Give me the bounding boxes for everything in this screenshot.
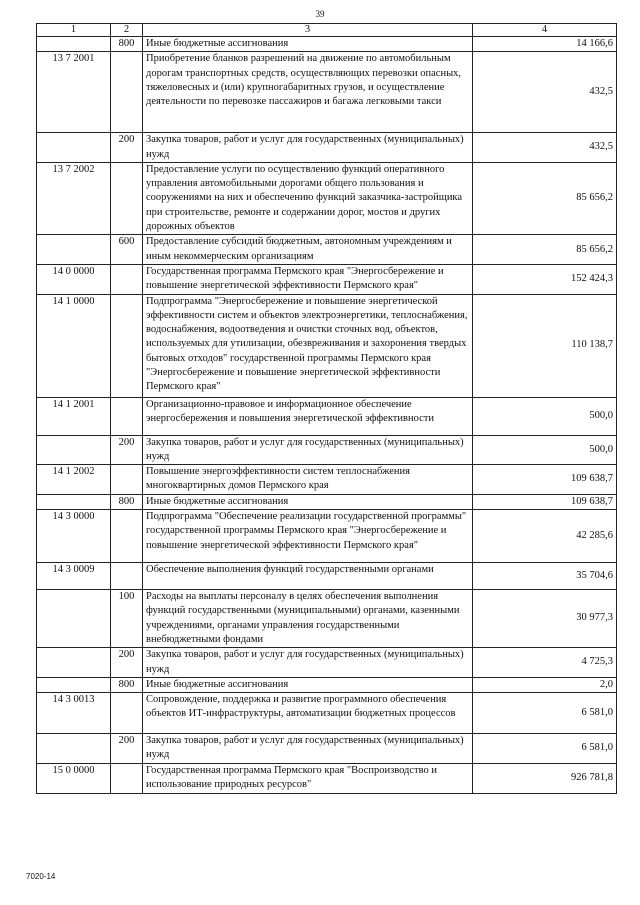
row-amount: 109 638,7	[473, 465, 617, 495]
header-col-2: 2	[111, 24, 143, 37]
row-expense-type	[111, 510, 143, 563]
table-row	[37, 294, 617, 397]
row-amount: 432,5	[473, 133, 617, 163]
table-row	[37, 397, 617, 435]
row-code: 15 0 0000	[37, 763, 111, 793]
table-row	[37, 763, 617, 793]
row-description: Иные бюджетные ассигнования	[143, 677, 473, 692]
row-expense-type	[111, 264, 143, 294]
row-code: 14 1 2001	[37, 397, 111, 435]
row-amount: 2,0	[473, 677, 617, 692]
row-amount: 30 977,3	[473, 590, 617, 648]
row-expense-type: 200	[111, 648, 143, 678]
row-code: 14 0 0000	[37, 264, 111, 294]
row-amount: 6 581,0	[473, 734, 617, 764]
row-expense-type	[111, 563, 143, 590]
row-description: Иные бюджетные ассигнования	[143, 37, 473, 52]
row-amount: 4 725,3	[473, 648, 617, 678]
table-row	[37, 590, 617, 648]
row-code	[37, 37, 111, 52]
table-row	[37, 52, 617, 133]
row-expense-type	[111, 397, 143, 435]
row-code	[37, 235, 111, 265]
row-amount: 432,5	[473, 52, 617, 133]
row-amount: 500,0	[473, 397, 617, 435]
row-expense-type: 800	[111, 677, 143, 692]
row-expense-type: 600	[111, 235, 143, 265]
row-expense-type	[111, 763, 143, 793]
row-expense-type: 200	[111, 133, 143, 163]
row-code: 14 3 0000	[37, 510, 111, 563]
footer-code: 7020-14	[26, 872, 56, 881]
row-amount: 6 581,0	[473, 693, 617, 734]
table-header	[37, 24, 617, 37]
table-row	[37, 37, 617, 52]
row-code: 14 3 0009	[37, 563, 111, 590]
header-col-3: 3	[143, 24, 473, 37]
table-row	[37, 648, 617, 678]
row-description: Закупка товаров, работ и услуг для государственных (муниципальных) нужд	[143, 435, 473, 465]
table-row	[37, 510, 617, 563]
row-amount: 500,0	[473, 435, 617, 465]
row-expense-type	[111, 693, 143, 734]
page-number: 39	[315, 9, 325, 19]
table-row	[37, 162, 617, 234]
row-code: 13 7 2002	[37, 162, 111, 234]
row-expense-type: 800	[111, 37, 143, 52]
row-description: Расходы на выплаты персоналу в целях обеспечения выполнения функций государственными (муниципальными) органами, казенными учреждениями, органами управления государственными внебюджетными фондами	[143, 590, 473, 648]
row-amount: 926 781,8	[473, 763, 617, 793]
row-expense-type: 100	[111, 590, 143, 648]
row-expense-type	[111, 162, 143, 234]
table-row	[37, 465, 617, 495]
table-row	[37, 435, 617, 465]
table-row	[37, 563, 617, 590]
row-expense-type: 200	[111, 734, 143, 764]
table-row	[37, 494, 617, 509]
row-amount: 35 704,6	[473, 563, 617, 590]
header-col-1: 1	[37, 24, 111, 37]
row-code	[37, 734, 111, 764]
row-description: Иные бюджетные ассигнования	[143, 494, 473, 509]
table-body	[37, 37, 617, 794]
budget-table	[36, 23, 617, 794]
row-amount: 14 166,6	[473, 37, 617, 52]
table-row	[37, 677, 617, 692]
row-description: Подпрограмма "Энергосбережение и повышение энергетической эффективности систем и объектов электроэнергетики, теплоснабжения, водоснабжения, водоотведения и очистки сточных вод, объектов, используемых для утилизации, обезвреживания и захоронения твердых бытовых отходов" государственной программы Пермского края "Энергосбережение и повышение энергетической эффективности Пермского края"	[143, 294, 473, 397]
table-row	[37, 235, 617, 265]
row-code: 14 3 0013	[37, 693, 111, 734]
row-amount: 85 656,2	[473, 162, 617, 234]
row-description: Закупка товаров, работ и услуг для государственных (муниципальных) нужд	[143, 133, 473, 163]
row-description: Государственная программа Пермского края "Энергосбережение и повышение энергетической эффективности Пермского края"	[143, 264, 473, 294]
row-code	[37, 677, 111, 692]
row-expense-type: 200	[111, 435, 143, 465]
row-description: Закупка товаров, работ и услуг для государственных (муниципальных) нужд	[143, 734, 473, 764]
row-description: Предоставление субсидий бюджетным, автономным учреждениям и иным некоммерческим организациям	[143, 235, 473, 265]
row-description: Обеспечение выполнения функций государственными органами	[143, 563, 473, 590]
row-amount: 85 656,2	[473, 235, 617, 265]
row-amount: 110 138,7	[473, 294, 617, 397]
row-code: 13 7 2001	[37, 52, 111, 133]
row-description: Предоставление услуги по осуществлению функций оперативного управления автомобильными дорогами общего пользования и сооружениями на них и обеспечению функций заказчика-застройщика при строительстве, ремонте и содержании дорог, мостов и других дорожных объектов	[143, 162, 473, 234]
row-amount: 42 285,6	[473, 510, 617, 563]
row-description: Повышение энергоэффективности систем теплоснабжения многоквартирных домов Пермского края	[143, 465, 473, 495]
row-code	[37, 494, 111, 509]
row-description: Подпрограмма "Обеспечение реализации государственной программы" государственной программы Пермского края "Энергосбережение и повышение энергетической эффективности Пермского края"	[143, 510, 473, 563]
row-amount: 152 424,3	[473, 264, 617, 294]
row-description: Организационно-правовое и информационное обеспечение энергосбережения и повышения энергетической эффективности	[143, 397, 473, 435]
row-description: Приобретение бланков разрешений на движение по автомобильным дорогам транспортных средств, осуществляющих перевозки опасных, тяжеловесных и (или) крупногабаритных грузов, и осуществление деятельности по перевозке пассажиров и багажа легковыми такси	[143, 52, 473, 133]
row-code	[37, 435, 111, 465]
header-col-4: 4	[473, 24, 617, 37]
row-description: Государственная программа Пермского края "Воспроизводство и использование природных ресурсов"	[143, 763, 473, 793]
row-code	[37, 133, 111, 163]
row-amount: 109 638,7	[473, 494, 617, 509]
table-row	[37, 693, 617, 734]
row-description: Сопровождение, поддержка и развитие программного обеспечения объектов ИТ-инфраструктуры, автоматизации бюджетных процессов	[143, 693, 473, 734]
row-expense-type: 800	[111, 494, 143, 509]
row-expense-type	[111, 294, 143, 397]
table-row	[37, 264, 617, 294]
row-code: 14 1 0000	[37, 294, 111, 397]
row-expense-type	[111, 52, 143, 133]
row-description: Закупка товаров, работ и услуг для государственных (муниципальных) нужд	[143, 648, 473, 678]
table-row	[37, 734, 617, 764]
row-code	[37, 648, 111, 678]
table-row	[37, 133, 617, 163]
row-code: 14 1 2002	[37, 465, 111, 495]
row-code	[37, 590, 111, 648]
row-expense-type	[111, 465, 143, 495]
